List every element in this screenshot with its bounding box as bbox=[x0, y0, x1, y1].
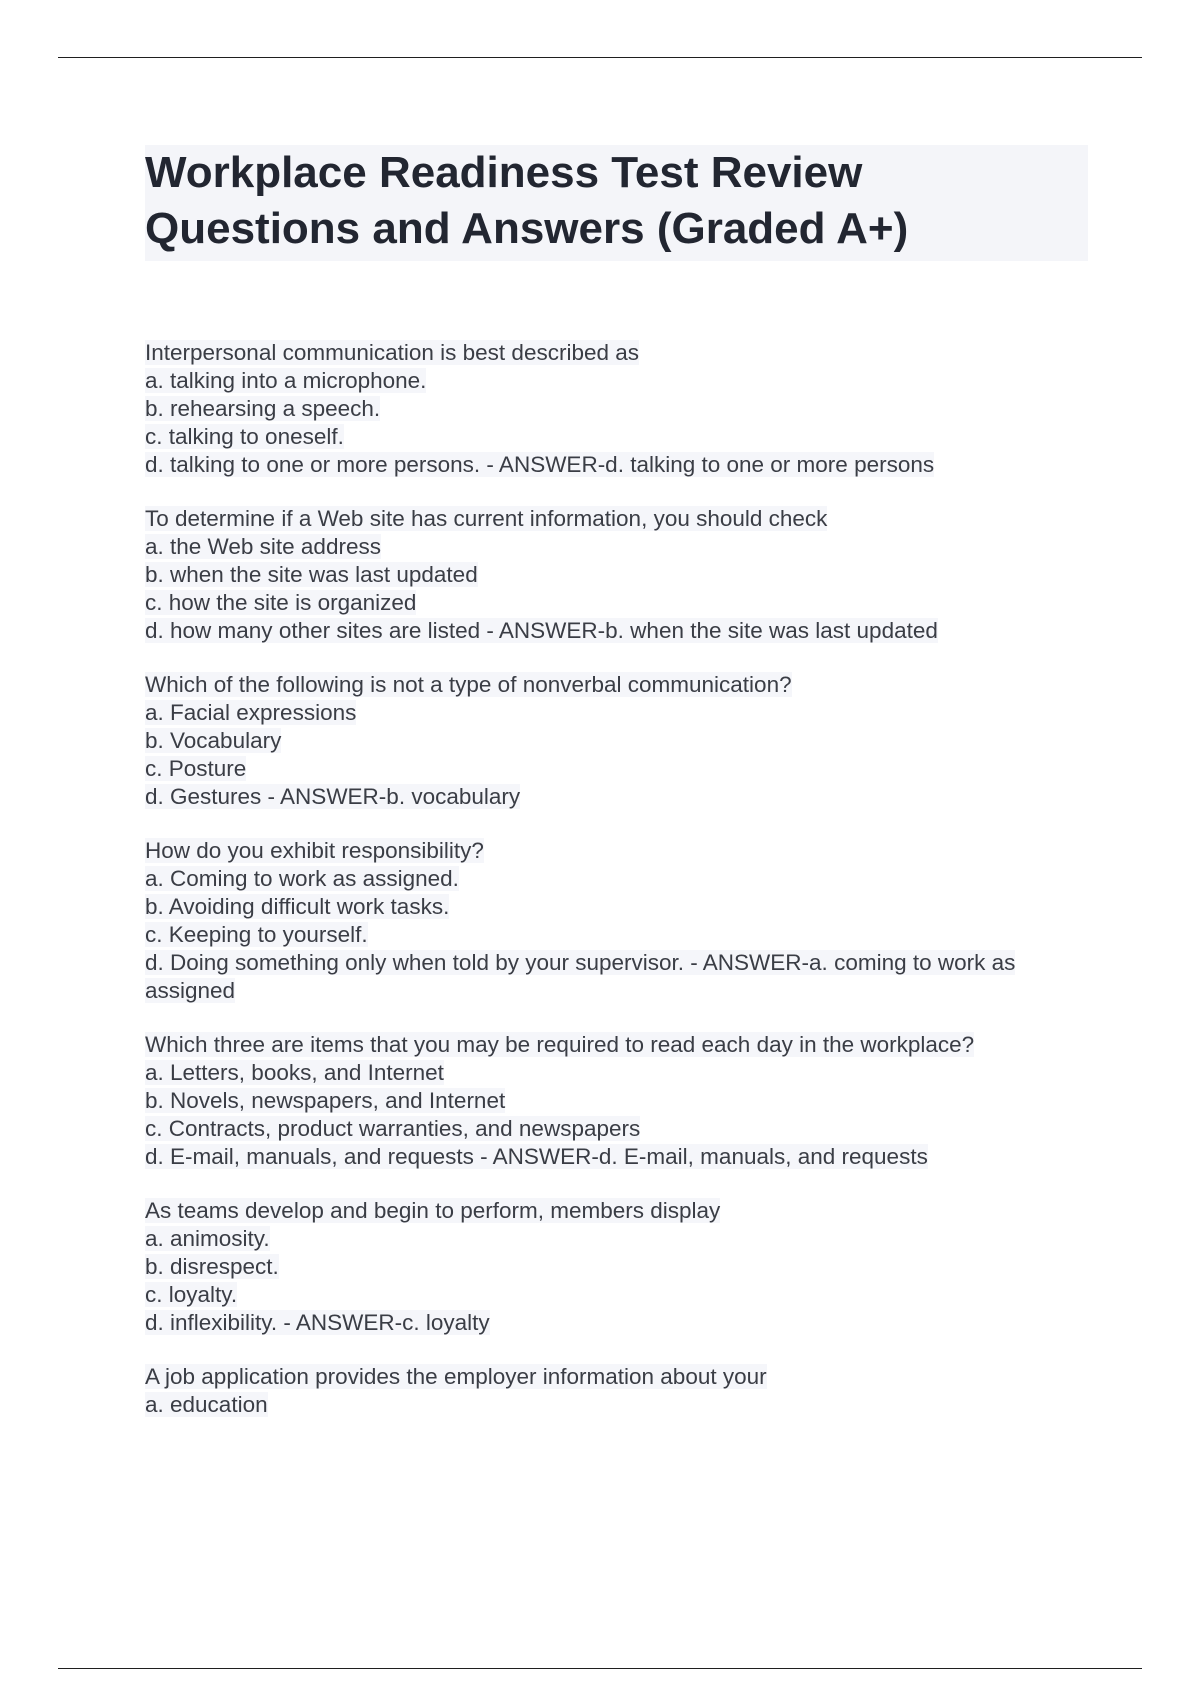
line-text: c. Keeping to yourself. bbox=[145, 922, 368, 947]
line-text: d. inflexibility. - ANSWER-c. loyalty bbox=[145, 1310, 490, 1335]
line-text: a. education bbox=[145, 1392, 268, 1417]
title-line-1: Workplace Readiness Test Review bbox=[145, 148, 863, 197]
answer-option bbox=[145, 423, 1095, 451]
question-text bbox=[145, 837, 1095, 865]
line-text: a. talking into a microphone. bbox=[145, 368, 427, 393]
line-text: b. disrespect. bbox=[145, 1254, 279, 1279]
line-text: Which of the following is not a type of nonverbal communication? bbox=[145, 672, 792, 697]
question-text bbox=[145, 1363, 1095, 1391]
answer-option bbox=[145, 1059, 1095, 1087]
answer-option bbox=[145, 451, 1095, 479]
line-text: c. how the site is organized bbox=[145, 590, 417, 615]
question-block bbox=[145, 671, 1095, 811]
line-text: a. Facial expressions bbox=[145, 700, 357, 725]
answer-option bbox=[145, 589, 1095, 617]
answer-option bbox=[145, 1087, 1095, 1115]
question-text bbox=[145, 1031, 1095, 1059]
answer-option bbox=[145, 1391, 1095, 1419]
line-text: c. Contracts, product warranties, and newspapers bbox=[145, 1116, 641, 1141]
line-text: To determine if a Web site has current information, you should check bbox=[145, 506, 828, 531]
line-text: A job application provides the employer information about your bbox=[145, 1364, 767, 1389]
title-line-2: Questions and Answers (Graded A+) bbox=[145, 204, 909, 253]
line-text: c. talking to oneself. bbox=[145, 424, 344, 449]
answer-option bbox=[145, 727, 1095, 755]
answer-option bbox=[145, 1309, 1095, 1337]
question-block bbox=[145, 837, 1095, 1005]
line-text: assigned bbox=[145, 978, 236, 1003]
line-text: b. Vocabulary bbox=[145, 728, 282, 753]
line-text: a. the Web site address bbox=[145, 534, 381, 559]
line-text: Interpersonal communication is best described as bbox=[145, 340, 640, 365]
line-text: d. talking to one or more persons. - ANSWER-d. talking to one or more persons bbox=[145, 452, 935, 477]
answer-option bbox=[145, 865, 1095, 893]
answer-option bbox=[145, 395, 1095, 423]
answer-option bbox=[145, 949, 1095, 977]
line-text: b. when the site was last updated bbox=[145, 562, 478, 587]
question-block bbox=[145, 505, 1095, 645]
question-text bbox=[145, 339, 1095, 367]
answer-option bbox=[145, 783, 1095, 811]
line-text: d. how many other sites are listed - ANSWER-b. when the site was last updated bbox=[145, 618, 938, 643]
line-text: a. animosity. bbox=[145, 1226, 270, 1251]
question-block bbox=[145, 339, 1095, 479]
answer-option bbox=[145, 699, 1095, 727]
answer-option bbox=[145, 893, 1095, 921]
question-block bbox=[145, 1197, 1095, 1337]
question-list bbox=[145, 339, 1095, 1445]
line-text: b. Avoiding difficult work tasks. bbox=[145, 894, 450, 919]
answer-option bbox=[145, 921, 1095, 949]
answer-option bbox=[145, 755, 1095, 783]
answer-option bbox=[145, 617, 1095, 645]
footer-rule bbox=[58, 1668, 1142, 1669]
line-text: a. Letters, books, and Internet bbox=[145, 1060, 444, 1085]
line-text: d. Gestures - ANSWER-b. vocabulary bbox=[145, 784, 521, 809]
question-block bbox=[145, 1363, 1095, 1419]
line-text: As teams develop and begin to perform, members display bbox=[145, 1198, 721, 1223]
line-text: c. Posture bbox=[145, 756, 247, 781]
question-text bbox=[145, 1197, 1095, 1225]
line-text: Which three are items that you may be required to read each day in the workplace? bbox=[145, 1032, 975, 1057]
question-text bbox=[145, 505, 1095, 533]
question-text bbox=[145, 671, 1095, 699]
answer-option bbox=[145, 533, 1095, 561]
question-block bbox=[145, 1031, 1095, 1171]
line-text: b. Novels, newspapers, and Internet bbox=[145, 1088, 506, 1113]
line-text: How do you exhibit responsibility? bbox=[145, 838, 484, 863]
line-text: d. E-mail, manuals, and requests - ANSWER-d. E-mail, manuals, and requests bbox=[145, 1144, 928, 1169]
answer-option bbox=[145, 1253, 1095, 1281]
answer-option bbox=[145, 367, 1095, 395]
line-text: a. Coming to work as assigned. bbox=[145, 866, 459, 891]
answer-option bbox=[145, 561, 1095, 589]
line-text: c. loyalty. bbox=[145, 1282, 238, 1307]
answer-option bbox=[145, 1115, 1095, 1143]
line-text: b. rehearsing a speech. bbox=[145, 396, 381, 421]
header-rule bbox=[58, 57, 1142, 58]
line-text: d. Doing something only when told by your supervisor. - ANSWER-a. coming to work as bbox=[145, 950, 1016, 975]
answer-option bbox=[145, 1225, 1095, 1253]
answer-option bbox=[145, 1281, 1095, 1309]
answer-option bbox=[145, 977, 1095, 1005]
document-title bbox=[145, 145, 1088, 261]
answer-option bbox=[145, 1143, 1095, 1171]
